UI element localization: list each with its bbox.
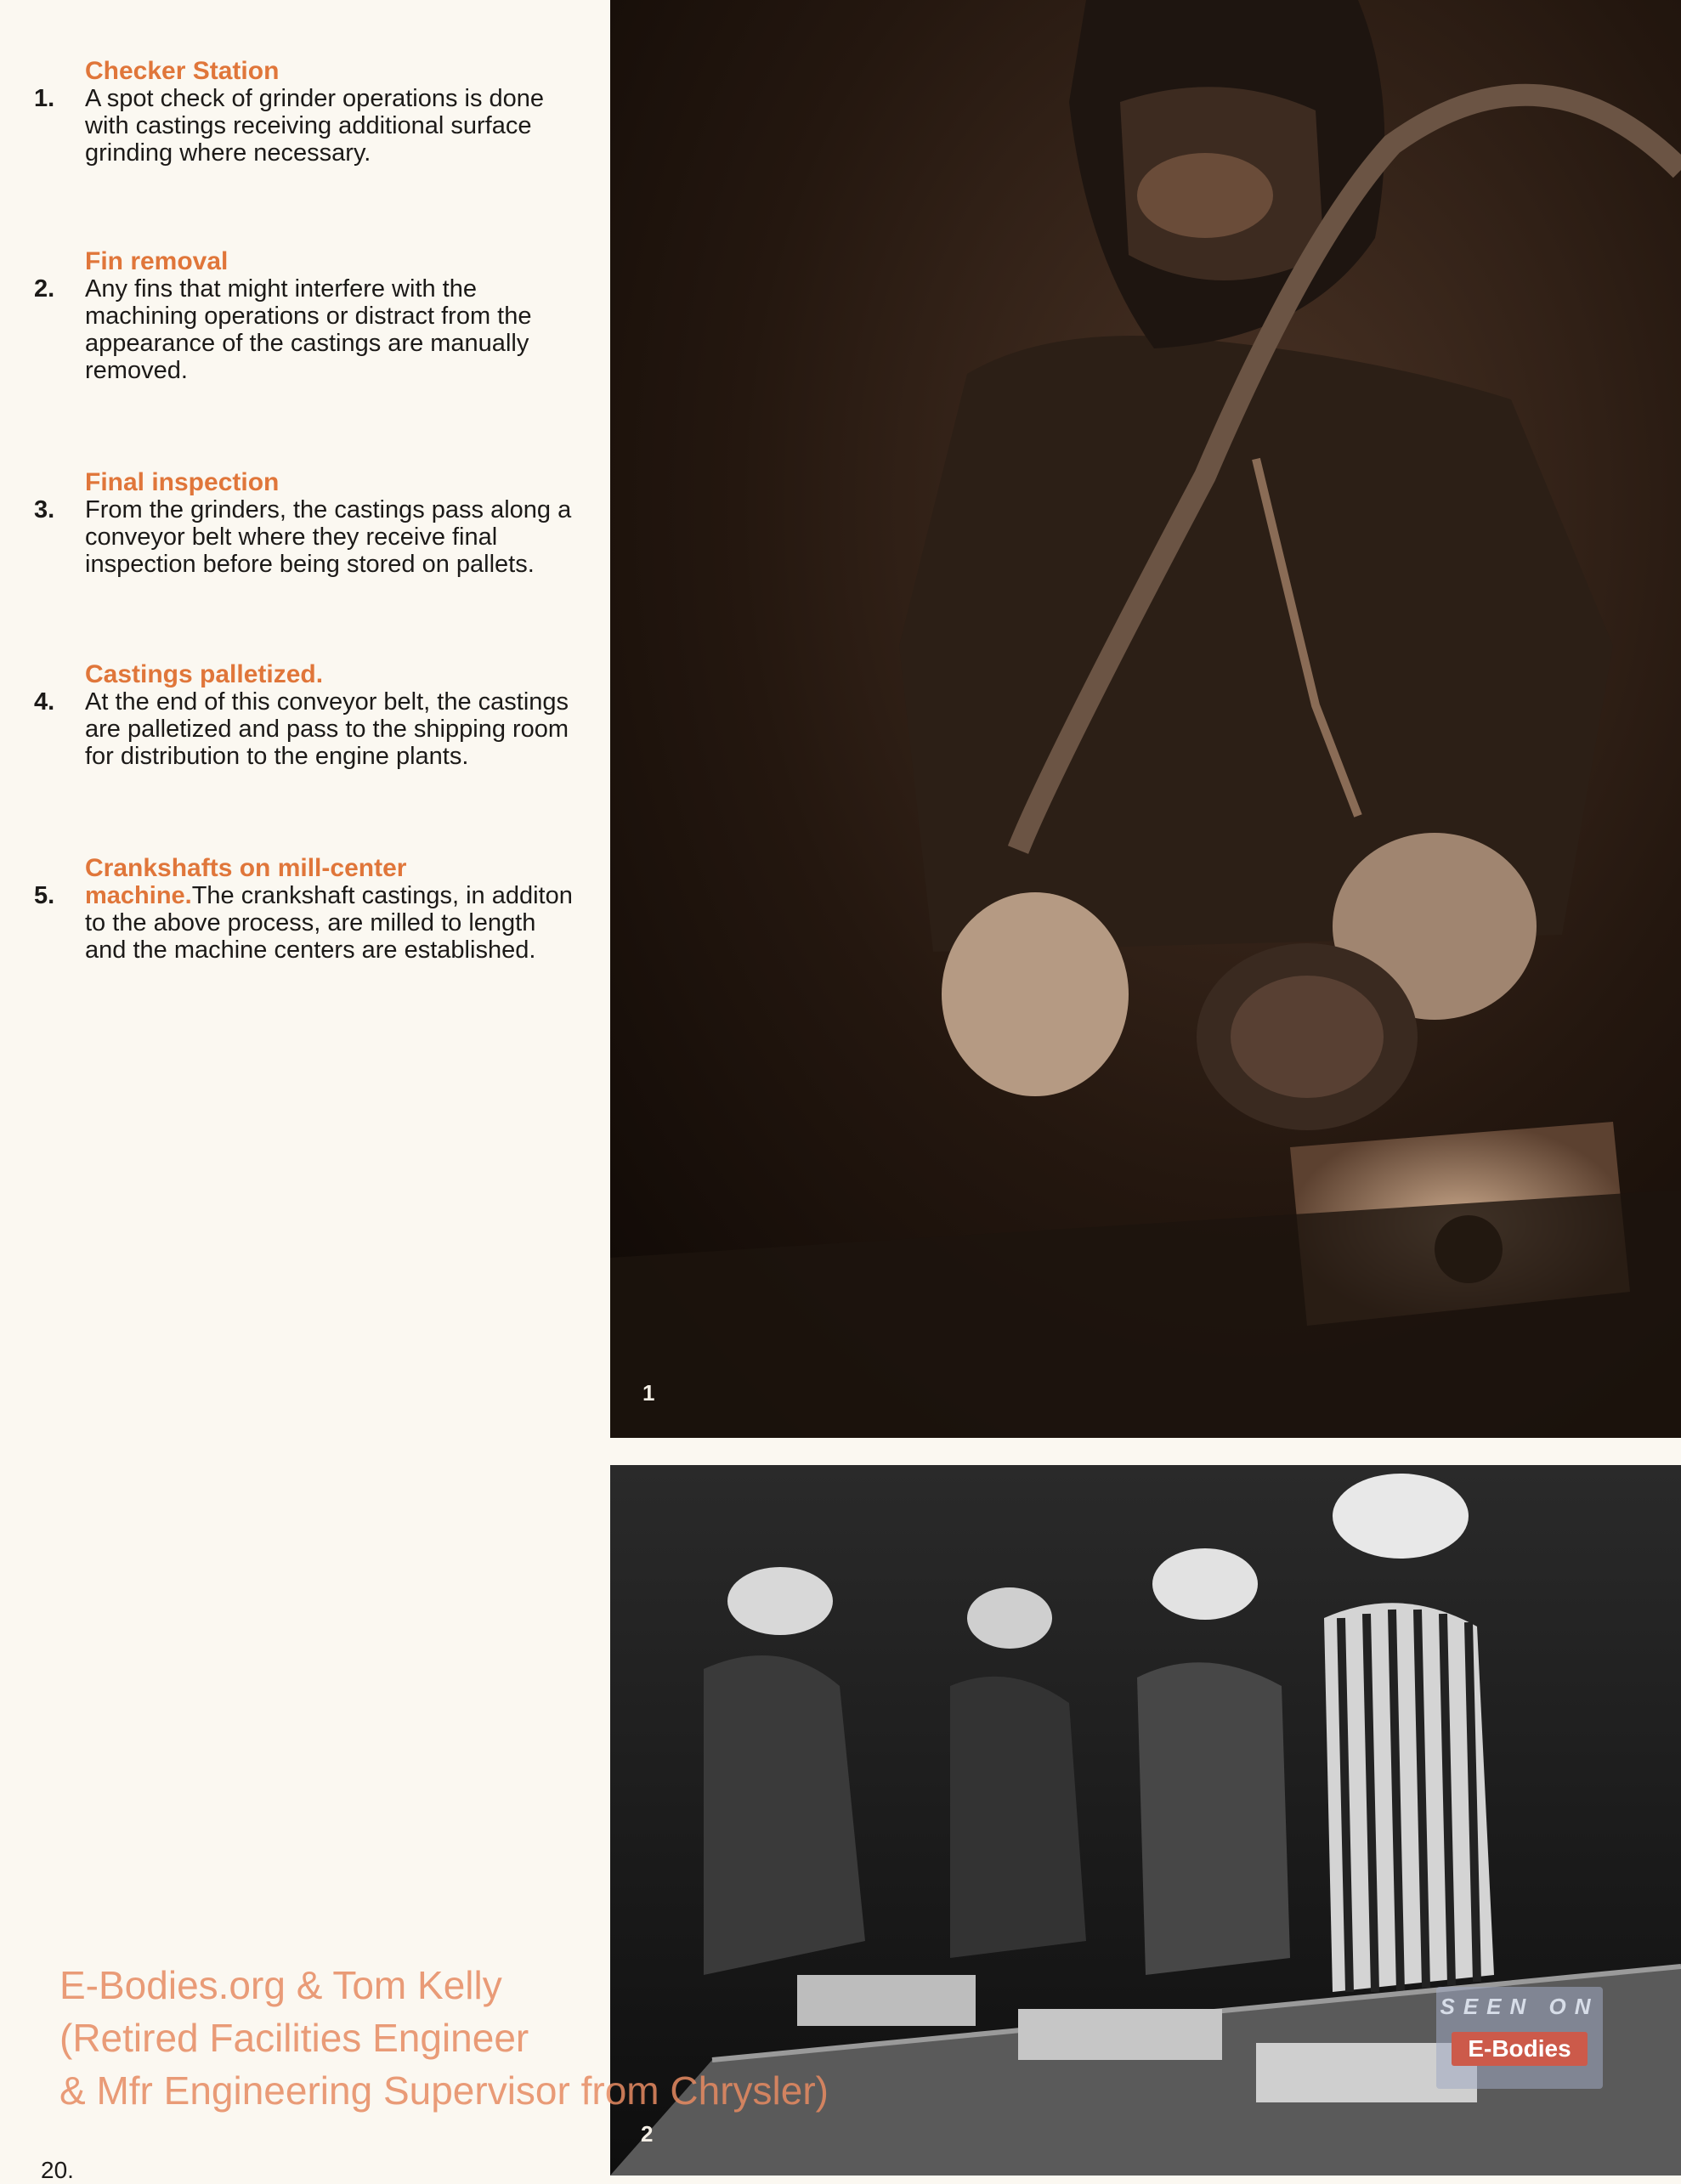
watermark-line: (Retired Facilities Engineer bbox=[59, 2016, 529, 2060]
entry-number: 4. bbox=[34, 688, 55, 716]
entry-number: 5. bbox=[34, 882, 55, 909]
striped-shirt bbox=[1324, 1603, 1494, 1992]
entry-text: Any fins that might interfere with the machining operations or distract from the appearance of the castings are manually removed. bbox=[85, 275, 532, 384]
entry-number: 2. bbox=[34, 275, 55, 303]
photo-grinder-worker-image bbox=[610, 0, 1681, 1438]
page-number: 20. bbox=[41, 2157, 74, 2183]
entry-inline-heading: machine. bbox=[85, 882, 192, 909]
entry-number: 3. bbox=[34, 496, 55, 523]
watermark-line: & Mfr Engineering Supervisor from Chrysler) bbox=[59, 2068, 829, 2113]
seen-on-badge bbox=[1436, 1987, 1603, 2089]
photo-number: 1 bbox=[642, 1380, 655, 1406]
entry-crankshafts bbox=[34, 855, 578, 964]
entry-heading: Castings palletized. bbox=[85, 660, 324, 688]
entry-number: 1. bbox=[34, 85, 55, 112]
entry-text: At the end of this conveyor belt, the castings are palletized and pass to the shipping room for distribution to the engine plants. bbox=[85, 688, 569, 770]
entry-checker-station bbox=[34, 58, 578, 167]
watermark bbox=[59, 1959, 829, 2117]
watermark-line: E-Bodies.org & Tom Kelly bbox=[59, 1963, 502, 2007]
entry-final-inspection bbox=[34, 469, 578, 578]
photo-number: 2 bbox=[641, 2121, 654, 2147]
entry-heading: Final inspection bbox=[85, 468, 280, 496]
entry-text: A spot check of grinder operations is done with castings receiving additional surface grinding where necessary. bbox=[85, 85, 545, 167]
entry-heading: Crankshafts on mill-center bbox=[85, 854, 407, 882]
photo-grinder-worker bbox=[610, 0, 1681, 1438]
entry-heading: Fin removal bbox=[85, 247, 229, 275]
entry-text bbox=[85, 882, 578, 964]
entry-castings-palletized bbox=[34, 661, 578, 770]
badge-logo-text: E-Bodies bbox=[1452, 2032, 1588, 2066]
entry-fin-removal bbox=[34, 248, 578, 384]
badge-top-text: SEEN ON bbox=[1440, 1994, 1599, 2019]
entry-text: From the grinders, the castings pass along a conveyor belt where they receive final inspection before being stored on pallets. bbox=[85, 496, 572, 578]
entry-body: The crankshaft castings, in additon to the above process, are milled to length and the machine centers are established. bbox=[85, 882, 573, 964]
entry-heading: Checker Station bbox=[85, 57, 280, 85]
